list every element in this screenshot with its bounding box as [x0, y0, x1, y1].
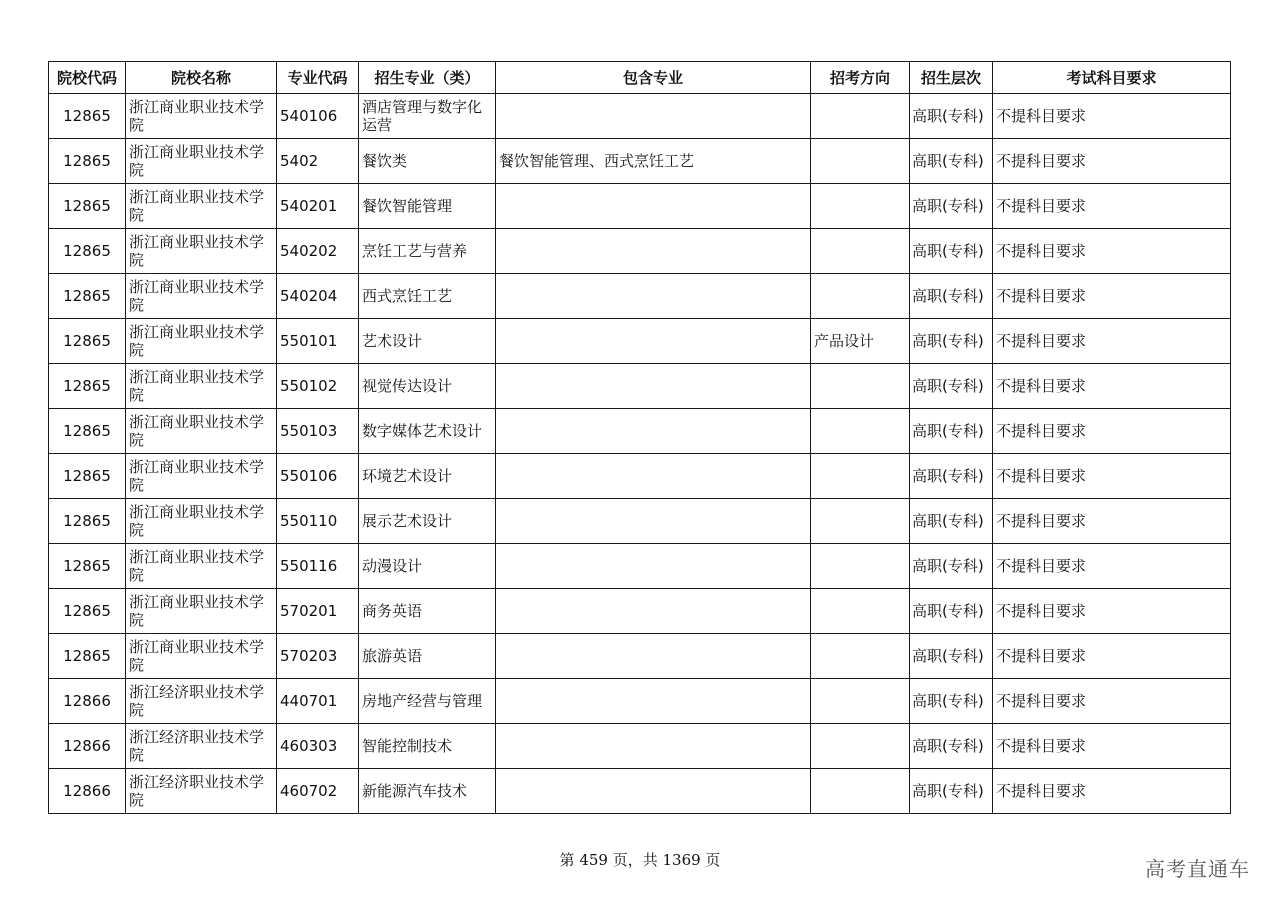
table-body — [49, 94, 1231, 814]
cell-direction — [811, 229, 910, 274]
cell-school-code: 12865 — [49, 139, 126, 184]
cell-level: 高职(专科) — [910, 319, 993, 364]
cell-school-name: 浙江商业职业技术学院 — [126, 94, 277, 139]
cell-included-majors — [496, 769, 811, 814]
cell-included-majors: 餐饮智能管理、西式烹饪工艺 — [496, 139, 811, 184]
cell-level: 高职(专科) — [910, 724, 993, 769]
cell-major-code: 540204 — [277, 274, 359, 319]
cell-major-code: 550103 — [277, 409, 359, 454]
cell-school-name: 浙江商业职业技术学院 — [126, 274, 277, 319]
header-included-majors: 包含专业 — [496, 62, 811, 94]
cell-included-majors — [496, 184, 811, 229]
cell-included-majors — [496, 229, 811, 274]
cell-subject-requirement: 不提科目要求 — [993, 274, 1231, 319]
cell-school-code: 12865 — [49, 499, 126, 544]
cell-level: 高职(专科) — [910, 364, 993, 409]
cell-major-category: 新能源汽车技术 — [359, 769, 496, 814]
cell-level: 高职(专科) — [910, 544, 993, 589]
cell-direction — [811, 499, 910, 544]
cell-major-code: 5402 — [277, 139, 359, 184]
cell-direction — [811, 634, 910, 679]
cell-direction — [811, 274, 910, 319]
table-row — [49, 544, 1231, 589]
cell-major-code: 550102 — [277, 364, 359, 409]
cell-direction — [811, 94, 910, 139]
cell-major-code: 540106 — [277, 94, 359, 139]
table-row — [49, 409, 1231, 454]
cell-included-majors — [496, 634, 811, 679]
cell-major-category: 旅游英语 — [359, 634, 496, 679]
cell-subject-requirement: 不提科目要求 — [993, 94, 1231, 139]
cell-major-category: 展示艺术设计 — [359, 499, 496, 544]
cell-included-majors — [496, 274, 811, 319]
table-row — [49, 454, 1231, 499]
cell-major-code: 550101 — [277, 319, 359, 364]
cell-direction — [811, 724, 910, 769]
cell-level: 高职(专科) — [910, 229, 993, 274]
cell-school-code: 12865 — [49, 229, 126, 274]
cell-included-majors — [496, 544, 811, 589]
cell-included-majors — [496, 319, 811, 364]
cell-level: 高职(专科) — [910, 139, 993, 184]
cell-subject-requirement: 不提科目要求 — [993, 229, 1231, 274]
cell-school-name: 浙江经济职业技术学院 — [126, 724, 277, 769]
table-row — [49, 724, 1231, 769]
cell-included-majors — [496, 499, 811, 544]
watermark-logo: 高考直通车 — [1145, 857, 1250, 881]
cell-school-code: 12865 — [49, 184, 126, 229]
cell-direction: 产品设计 — [811, 319, 910, 364]
cell-school-code: 12866 — [49, 724, 126, 769]
table-row — [49, 634, 1231, 679]
cell-major-category: 艺术设计 — [359, 319, 496, 364]
cell-school-name: 浙江商业职业技术学院 — [126, 544, 277, 589]
cell-major-code: 540201 — [277, 184, 359, 229]
cell-school-code: 12865 — [49, 409, 126, 454]
cell-school-code: 12865 — [49, 634, 126, 679]
table-row — [49, 229, 1231, 274]
cell-major-category: 餐饮类 — [359, 139, 496, 184]
cell-major-category: 环境艺术设计 — [359, 454, 496, 499]
cell-major-code: 550106 — [277, 454, 359, 499]
cell-direction — [811, 184, 910, 229]
cell-school-name: 浙江商业职业技术学院 — [126, 184, 277, 229]
cell-included-majors — [496, 409, 811, 454]
cell-subject-requirement: 不提科目要求 — [993, 769, 1231, 814]
cell-included-majors — [496, 679, 811, 724]
table-row — [49, 364, 1231, 409]
header-direction: 招考方向 — [811, 62, 910, 94]
cell-school-code: 12866 — [49, 769, 126, 814]
header-major-category: 招生专业（类） — [359, 62, 496, 94]
cell-subject-requirement: 不提科目要求 — [993, 409, 1231, 454]
cell-subject-requirement: 不提科目要求 — [993, 319, 1231, 364]
cell-level: 高职(专科) — [910, 589, 993, 634]
cell-direction — [811, 679, 910, 724]
cell-direction — [811, 139, 910, 184]
cell-level: 高职(专科) — [910, 94, 993, 139]
cell-school-code: 12865 — [49, 274, 126, 319]
cell-school-name: 浙江商业职业技术学院 — [126, 319, 277, 364]
cell-level: 高职(专科) — [910, 499, 993, 544]
cell-major-code: 440701 — [277, 679, 359, 724]
cell-included-majors — [496, 724, 811, 769]
cell-direction — [811, 454, 910, 499]
cell-subject-requirement: 不提科目要求 — [993, 679, 1231, 724]
cell-direction — [811, 589, 910, 634]
cell-major-code: 460702 — [277, 769, 359, 814]
cell-major-category: 烹饪工艺与营养 — [359, 229, 496, 274]
cell-subject-requirement: 不提科目要求 — [993, 589, 1231, 634]
cell-school-code: 12865 — [49, 544, 126, 589]
cell-major-code: 570203 — [277, 634, 359, 679]
cell-level: 高职(专科) — [910, 769, 993, 814]
table-row — [49, 319, 1231, 364]
cell-included-majors — [496, 94, 811, 139]
cell-level: 高职(专科) — [910, 679, 993, 724]
cell-subject-requirement: 不提科目要求 — [993, 364, 1231, 409]
table-row — [49, 679, 1231, 724]
cell-school-code: 12865 — [49, 319, 126, 364]
cell-school-name: 浙江经济职业技术学院 — [126, 769, 277, 814]
cell-level: 高职(专科) — [910, 454, 993, 499]
cell-school-name: 浙江商业职业技术学院 — [126, 229, 277, 274]
cell-school-name: 浙江商业职业技术学院 — [126, 499, 277, 544]
cell-direction — [811, 364, 910, 409]
cell-subject-requirement: 不提科目要求 — [993, 139, 1231, 184]
cell-included-majors — [496, 364, 811, 409]
header-major-code: 专业代码 — [277, 62, 359, 94]
cell-major-code: 540202 — [277, 229, 359, 274]
cell-school-code: 12865 — [49, 454, 126, 499]
cell-major-category: 数字媒体艺术设计 — [359, 409, 496, 454]
cell-major-code: 550110 — [277, 499, 359, 544]
header-level: 招生层次 — [910, 62, 993, 94]
cell-major-code: 460303 — [277, 724, 359, 769]
cell-level: 高职(专科) — [910, 409, 993, 454]
cell-school-code: 12865 — [49, 364, 126, 409]
cell-school-name: 浙江商业职业技术学院 — [126, 454, 277, 499]
cell-included-majors — [496, 589, 811, 634]
cell-major-code: 550116 — [277, 544, 359, 589]
cell-direction — [811, 769, 910, 814]
cell-level: 高职(专科) — [910, 274, 993, 319]
cell-school-name: 浙江商业职业技术学院 — [126, 634, 277, 679]
table-row — [49, 769, 1231, 814]
cell-major-category: 房地产经营与管理 — [359, 679, 496, 724]
cell-major-category: 餐饮智能管理 — [359, 184, 496, 229]
cell-subject-requirement: 不提科目要求 — [993, 724, 1231, 769]
table-row — [49, 589, 1231, 634]
header-school-name: 院校名称 — [126, 62, 277, 94]
cell-school-code: 12865 — [49, 94, 126, 139]
cell-school-code: 12866 — [49, 679, 126, 724]
cell-major-code: 570201 — [277, 589, 359, 634]
cell-level: 高职(专科) — [910, 634, 993, 679]
cell-school-name: 浙江商业职业技术学院 — [126, 364, 277, 409]
cell-subject-requirement: 不提科目要求 — [993, 454, 1231, 499]
table-header — [49, 62, 1231, 94]
table-row — [49, 499, 1231, 544]
cell-subject-requirement: 不提科目要求 — [993, 184, 1231, 229]
cell-major-category: 酒店管理与数字化运营 — [359, 94, 496, 139]
cell-school-name: 浙江经济职业技术学院 — [126, 679, 277, 724]
page-number: 第 459 页，共 1369 页 — [559, 851, 721, 869]
cell-major-category: 商务英语 — [359, 589, 496, 634]
header-subject-requirement: 考试科目要求 — [993, 62, 1231, 94]
cell-school-code: 12865 — [49, 589, 126, 634]
cell-school-name: 浙江商业职业技术学院 — [126, 409, 277, 454]
table-row — [49, 94, 1231, 139]
cell-major-category: 西式烹饪工艺 — [359, 274, 496, 319]
cell-major-category: 智能控制技术 — [359, 724, 496, 769]
cell-major-category: 动漫设计 — [359, 544, 496, 589]
cell-school-name: 浙江商业职业技术学院 — [126, 589, 277, 634]
admissions-table — [48, 61, 1231, 814]
cell-major-category: 视觉传达设计 — [359, 364, 496, 409]
cell-level: 高职(专科) — [910, 184, 993, 229]
cell-subject-requirement: 不提科目要求 — [993, 499, 1231, 544]
table-row — [49, 139, 1231, 184]
header-row — [49, 62, 1231, 94]
header-school-code: 院校代码 — [49, 62, 126, 94]
cell-included-majors — [496, 454, 811, 499]
cell-school-name: 浙江商业职业技术学院 — [126, 139, 277, 184]
cell-subject-requirement: 不提科目要求 — [993, 634, 1231, 679]
cell-subject-requirement: 不提科目要求 — [993, 544, 1231, 589]
cell-direction — [811, 544, 910, 589]
table-row — [49, 274, 1231, 319]
cell-direction — [811, 409, 910, 454]
table-row — [49, 184, 1231, 229]
